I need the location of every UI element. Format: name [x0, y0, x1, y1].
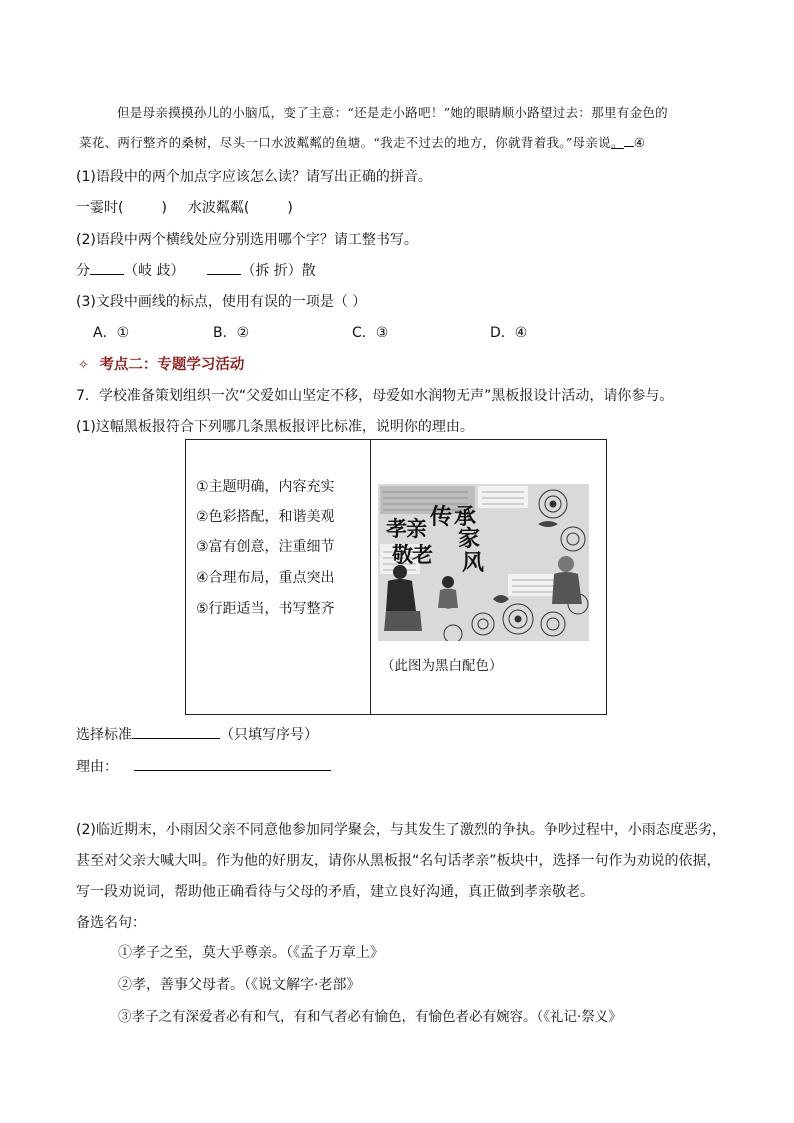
q2-left-prefix: 分	[76, 263, 90, 279]
q3-option-d[interactable]: D．④	[490, 325, 528, 341]
select-standard-input[interactable]	[132, 724, 220, 739]
quote-2	[118, 974, 360, 994]
quote-3	[118, 1005, 622, 1025]
select-standard-label: 选择标准	[76, 727, 132, 743]
poster-title-right-4: 风	[462, 550, 485, 576]
select-standard-row	[76, 724, 318, 744]
reason-label: 理由：	[76, 759, 118, 775]
quotes-label: 备选名句：	[76, 915, 146, 931]
q2-blank-1[interactable]	[90, 260, 124, 275]
quote-3-source: （《礼记·祭义》	[536, 1009, 622, 1025]
q2-blank-2[interactable]	[207, 260, 241, 275]
quote-1	[118, 942, 384, 962]
underlined-punctuation: 。	[610, 135, 624, 150]
poster-title-right-3: 家	[458, 526, 481, 552]
blackboard-poster-image	[378, 484, 589, 641]
q1-item-2: 水波粼粼(	[187, 200, 250, 216]
reason-input[interactable]	[134, 756, 331, 771]
underline-gap	[624, 146, 634, 147]
q2-right-options: （拆 折）散	[241, 263, 316, 279]
quote-2-text: ②孝，善事父母者。	[118, 977, 244, 993]
poster-title-left-2: 亲	[406, 516, 427, 541]
q1-label: (1)语段中的两个加点字应该怎么读？请写出正确的拼音。	[76, 169, 432, 185]
poster-illustration	[378, 484, 589, 641]
q2-left-options: （岐 歧）	[124, 263, 185, 279]
q2-label: (2)语段中两个横线处应分别选用哪个字？请工整书写。	[76, 232, 418, 248]
criterion-3: ③富有创意，注重细节	[196, 539, 335, 555]
passage-line-2	[79, 133, 645, 151]
q1-item-1: 一霎时(	[76, 200, 124, 216]
q3-option-b[interactable]: B．②	[213, 325, 250, 341]
criterion-2: ②色彩搭配，和谐美观	[196, 509, 335, 525]
q2-items	[76, 260, 316, 280]
table-divider	[370, 440, 371, 714]
q7-2-line-3: 写一段劝说词，帮助他正确看待与父母的矛盾，建立良好沟通，真正做到孝亲敬老。	[76, 884, 594, 900]
section-title: 考点二：专题学习活动	[99, 357, 245, 373]
passage-line-1: 但是母亲摸摸孙儿的小脑瓜，变了主意：“还是走小路吧！”她的眼睛顺小路望过去：那里有金色的	[117, 105, 668, 120]
q3-option-c[interactable]: C．③	[352, 325, 389, 341]
q7-intro: 7．学校准备策划组织一次“父爱如山坚定不移，母爱如水润物无声”黑板报设计活动，请你参与。	[76, 388, 674, 404]
criterion-1: ①主题明确，内容充实	[196, 479, 335, 495]
quote-3-text: ③孝子之有深爱者必有和气，有和气者必有愉色，有愉色者必有婉容。	[118, 1009, 537, 1025]
poster-title-left-3: 敬	[392, 542, 413, 567]
q3-label: (3)文段中画线的标点，使用有误的一项是（ ）	[76, 294, 367, 310]
quote-1-source: （《孟子万章上》	[286, 945, 384, 961]
poster-title-left-4: 老	[412, 542, 433, 567]
q7-2-line-2: 甚至对父亲大喊大叫。作为他的好朋友，请你从黑板报“名句话孝亲”板块中，选择一句作为劝说的依据，	[76, 853, 721, 869]
poster-title-right-2: 承	[454, 504, 477, 530]
punctuation-number: ④	[633, 135, 646, 150]
star-icon: ✧	[78, 358, 89, 373]
passage-line-2-text: 菜花、两行整齐的桑树，尽头一口水波粼粼的鱼塘。“我走不过去的地方，你就背着我。”母亲说	[79, 135, 611, 150]
q7-2-line-1: (2)临近期末，小雨因父亲不同意他参加同学聚会，与其发生了激烈的争执。争吵过程中，小雨态度恶劣，	[76, 822, 726, 838]
quote-2-source: （《说文解字·老部》	[244, 977, 361, 993]
criterion-5: ⑤行距适当，书写整齐	[196, 601, 335, 617]
q1-items: 一霎时( ) 水波粼粼( )	[76, 200, 293, 216]
criteria-table	[185, 439, 607, 715]
section-heading	[78, 353, 244, 374]
quote-1-text: ①孝子之至，莫大乎尊亲。	[118, 945, 286, 961]
q7-sub1: (1)这幅黑板报符合下列哪几条黑板报评比标准，说明你的理由。	[76, 419, 474, 435]
select-standard-note: （只填写序号）	[220, 727, 318, 743]
poster-caption: （此图为黑白配色）	[381, 658, 503, 674]
poster-title-left-1: 孝	[386, 516, 407, 541]
q3-option-a[interactable]: A．①	[93, 325, 130, 341]
criterion-4: ④合理布局，重点突出	[196, 570, 335, 586]
poster-title-right-1: 传	[430, 504, 453, 530]
reason-row	[76, 756, 331, 776]
